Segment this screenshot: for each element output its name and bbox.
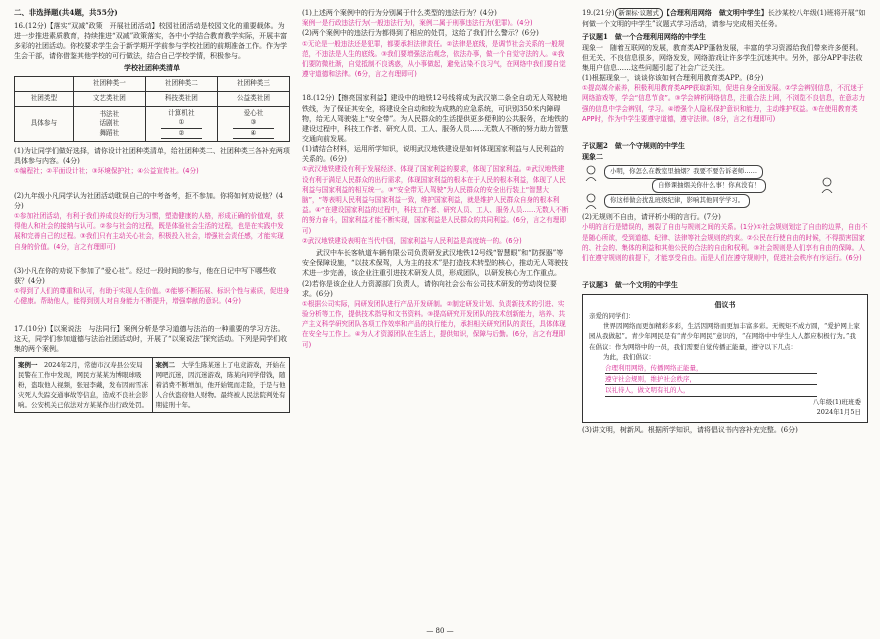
table-cell: 具体参与 [15, 106, 74, 142]
club-table [14, 76, 290, 142]
proposal-box [582, 294, 868, 422]
cell-line: 爱心社 [243, 108, 264, 117]
q16-a2: ①参加社团活动，有利于我们养成良好的行为习惯，塑造健康的人格，形成正确的价值观，获得他人和社会的接纳与认可。②参与社会的过程，既是体验社会生活的过程，也是在实践中发展和完善自己的过程。③我们只有主动关心社会，积极投入社会，增强社会责任感，才能实现自身的价值。(4分，言之有理即可) [14, 211, 284, 251]
cell-line: 书法社 [99, 109, 120, 118]
q19-p2: (2)无规则不自由，请评析小明的言行。(7分) [582, 213, 721, 222]
q19-p3: (3)讲文明，树新风。根据所学知识，请将倡议书内容补充完整。(6分) [582, 425, 798, 434]
q18-a2: ①根据公司实际，同研发团队进行产品开发研制。②制定研发计划、负责新技术的引进、实验分析等工作，提供技术指导和文书资料。③提高研究开发团队的技术创新能力，培养、共产主义科学研究团队各项工作效率和产品的执行能力，承担相关研究团队的责任，具体体现在安全与工作上。④为人才资源团队在生活上，提供知识，保障与后勤。(6分，言之有理即可) [302, 299, 566, 349]
q19-badge: 新课标·议题式 [615, 8, 663, 19]
q18-p1: (1)请结合材料，运用所学知识，说明武汉地铁建设是如何体现国家利益与人民利益的关系的。(6分) [302, 145, 564, 164]
q19-head [582, 8, 868, 29]
q16-p3: (3)小凡在你的劝说下参加了“爱心社”。经过一段时间的参与，他在日记中写下哪些收获？(4分) [14, 266, 277, 285]
cell-blank: ④ [233, 129, 274, 140]
column-right [582, 8, 868, 435]
column-left [14, 8, 290, 416]
scene-1: 现象一 随着互联网的发展，教育类APP蓬勃发展，丰富的学习资源给我们带来许多便利。但无关、不良信息很多，网络发发，网络游戏让许多学生沉迷其中。另外，部分APP非法收集用户信息……这些问题引起了社会广泛关注。 [582, 43, 863, 72]
q17-p2: (2)两个案例中的违法行为都得到了相应的处罚，这给了我们什么警示？(6分) [302, 29, 539, 38]
cartoon-scene [582, 165, 868, 209]
q19-intro: 长沙某校八年级(1)班将开展“如何做一个文明的中学生”议题式学习活动，请参与完成相关任务。 [582, 9, 866, 29]
proposal-date: 2024年1月5日 [816, 408, 861, 417]
q18-head: 18.(12分)【擦亮国家利益】建设中的地铁12号线将成为武汉第二条全自动无人驾驶地铁线，为了保证其安全，将建设全自动和较为成熟的应急系统，可识别350米内障碍物，给无人驾驶装上“安全带”。为人民群众的生活提供更多便利的公共服务，在地铁的建设过程中，科技工作者、研究人员、工人、服务人员……无数人不断的努力助力智慧交通向前发展。 [302, 94, 569, 143]
proposal-signature: 八年级(1)班班委 [812, 397, 861, 406]
case-1 [15, 358, 152, 412]
q16-head: 16.(12分)【落实“双减”政策 开展社团活动】校园社团活动是校园文化的重要载体。为进一步推进素质教育，持续推进“双减”政策落实，各中小学结合教育教学实际，开展丰富多彩的社团活动。你校要求学生会于新学期开学前参与学校社团的前期准备工作。作为学生会干部，请你借鉴其他学校的可行做法，结合自己学校学情，积极参与。 [14, 21, 288, 61]
table-header [15, 77, 74, 92]
q18-a1: ①武汉地铁建设有利于发展经济、体现了国家利益的要求，体现了国家利益。②武汉地铁建设有利于满足人民群众的出行需求，体现国家利益的根本在于人民的根本利益，体现了人民利益与国家利益的相互统一。③“安全带无人驾驶”为人民群众的安全出行装上“智慧大脑”，“等表明人民利益与国家利益一致，维护国家利益，就是维护人民群众自身的根本利益。④“在建设国家利益的过程中，科技工作者、研究人员、工人、服务人员……无数人不断的努力奋斗，国家利益才能不断实现，国家利益是人民群众的共同利益。(6分，言之有理即可) [302, 165, 569, 235]
q18-passage: 武汉中车长客轨道车辆有限公司负责研发武汉地铁12号线“智慧眼”和“防探器”等安全保障设施，“以技术保驾，人为主的技术”是打造技术转型的核心，推动无人驾驶技术进一步完善，该企业注重引进技术研发人员，形成团队，以研发核心为工作重点。 [302, 249, 569, 278]
proposal-item: 遵守社会规则，维护社会秩序， [605, 374, 817, 385]
speech-bubble-2: 自修课抽烟关你什么事！你真没有！ [652, 179, 766, 192]
table-header: 社团种类一 [73, 77, 145, 92]
case-1-text: 2024年2月，常德市汉寿县公安局民警在工作中发现，网民方某某为博眼球吸粉，盗取他人视频，张冠李戴，发布因雨雪冻灾死人失踪交通事故等信息，造成不良社会影响。公安机关已依法对方某某作出行政处罚。 [18, 360, 148, 410]
cell-blank: ③ [233, 118, 274, 129]
table-cell [217, 106, 289, 142]
speech-bubble-3: 你这样做会扰乱班级纪律，影响其他同学学习。 [604, 194, 750, 207]
proposal-body: 世界因网络而更加精彩多彩，生活因网络而更加丰富多彩。无规矩不成方圆，“爱护网上家园从我做起”。青少年网民是有“青少年网民”意识的，“在网络中中学生人人都应积极行为。”我在倡议：作为网络中的一员，我们需要自觉传播正能量，遵守以下几点： [589, 322, 860, 351]
q16-p1: (1)为让同学们做好选择，请你设计社团种类清单，给社团种类二、社团种类三各补充两项具体参与内容。(4分) [14, 147, 290, 166]
q17-a1: 案例一是行政违法行为(一般违法行为)，案例二属于刑事违法行为(犯罪)。(4分) [302, 19, 533, 28]
table-cell: 公益类社团 [217, 91, 289, 106]
table-header: 社团种类二 [145, 77, 217, 92]
case-2 [152, 358, 290, 412]
q16-p2: (2)九年级小凡同学认为社团活动耽误自己的中考备考，拒不参加。你将如何劝说他？(4分) [14, 191, 284, 210]
proposal-intro: 为此，我们倡议： [603, 353, 655, 362]
speech-bubble-1: 小明，你怎么在教室里抽烟？我要不要告诉老师…… [604, 165, 763, 178]
case-table [14, 357, 290, 413]
page-number: — 80 — [426, 627, 454, 635]
scene-2-label: 现象二 [582, 152, 603, 162]
cell-line: 话剧社 [99, 119, 120, 128]
proposal-greeting: 亲爱的同学们： [589, 311, 635, 320]
sub-topic-2: 子议题2 做一个守规则的中学生 [582, 141, 685, 150]
proposal-title: 倡议书 [714, 300, 736, 310]
table-cell: 科技类社团 [145, 91, 217, 106]
classmate-figure-icon [584, 193, 598, 209]
table-title: 学校社团种类清单 [124, 63, 180, 73]
q16-a1: ①编程社；②平面设计社；③环境保护社；④公益宣传社。(4分) [14, 167, 199, 176]
table-cell [73, 106, 145, 142]
proposal-item: 合理利用网络，传播网络正能量， [605, 363, 817, 374]
q19-number: 19.(21分) [582, 9, 615, 17]
q16-a3: ①得到了人们的尊重和认可，有助于实现人生价值。②能够不断拓展、标识个性与素质，促进身心健康。帮助他人，能得到别人对自身能力不断提升，增强奉献的意识。(4分) [14, 287, 290, 306]
q18-p2: (2)若你是该企业人力资源部门负责人，请你向社会公布公司技术研发的劳动岗位要求。(6分) [302, 279, 557, 298]
q19-a1: ①提高媒介素养，积极利用教育类APP获取新知，促进自身全面发展。②学会辨别信息，不沉迷于网络游戏等，学会“信息节食”。③学会辨析网络信息，注重合法上网，不浏览不良信息，在意志力强的信息中学会辨别，学习。④增强个人隐私保护意识和能力，主动维护权益。⑤在使用教育类APP时，作为中学生要遵守道德，遵守法律。(8分，言之有理即可) [582, 84, 866, 123]
sub-topic-3: 子议题3 做一个文明的中学生 [582, 280, 678, 290]
table-cell: 社团类型 [15, 91, 74, 106]
case-1-label: 案例一 [18, 360, 38, 369]
table-cell: 文艺类社团 [73, 91, 145, 106]
q17-a2: ①无论是一般违法还是犯罪，都要承担法律责任。②法律是底线，是调节社会关系的一般规范，不违法是人生的底线。③我们要增强法治观念，依法办事，做一个自觉守法的人。④我们要防微杜渐，自觉抵制不良诱惑，从小事做起，避免沾染不良习气，在网络中我们要自觉遵守道德和法律。(6分，言之有理即可) [302, 39, 566, 79]
question-16 [14, 21, 290, 307]
q19-tag: 【合理利用网络 做文明中学生】 [662, 8, 768, 17]
q19-p1: (1)根据现象一，谈谈你该如何合理利用教育类APP。(8分) [582, 73, 764, 82]
case-2-label: 案例二 [155, 360, 175, 369]
proposal-item: 以礼待人，做文明有礼的人， [605, 385, 817, 396]
question-18 [302, 93, 570, 350]
q19-a2: 小明的言行是错误的，割裂了自由与规则之间的关系。(1分)①社会规则划定了自由的边界，自由不是随心所欲，受到道德、纪律、法律等社会规则的约束。②公民在行使自由的时候，不得损害国家的、社会的、集体的利益和其他公民的合法的自由和权利。③社会规则是人们享有自由的保障。人们在遵守规则的前提下，才能享受自由。而是人们在遵守规则中，促进社会秩序有序运行。(6分) [582, 223, 868, 263]
cell-line: 舞蹈社 [99, 128, 120, 137]
cell-blank: ② [161, 129, 202, 140]
cell-blank: ① [161, 118, 202, 129]
q17-p1: (1)上述两个案例中的行为分别属于什么类型的违法行为？(4分) [302, 9, 497, 17]
cell-line: 计算机社 [168, 108, 195, 117]
q17-head: 17.(10分)【以案说法 与法同行】案例分析是学习道德与法治的一种重要的学习方法。这天，同学们参加道德与法治社团活动时，开展了“以案说法”探究活动。下列是同学们收集的两个案例。 [14, 324, 288, 353]
sub-topic-1: 子议题1 做一个合理利用网络的中学生 [582, 32, 706, 42]
xiaoming-figure-icon [820, 177, 834, 193]
case-2-text: 大学生陈某迷上了电竞游戏，开始在网吧沉迷，因沉迷游戏，陈某向同学借钱，随着消费不断增加，他开始铤而走险，于是与他人合伙盗窃他人财物。最终被人民法院判处有期徒刑十年。 [155, 360, 286, 410]
table-header: 社团种类三 [217, 77, 289, 92]
section-title: 二、非选择题(共4题，共55分) [14, 8, 118, 17]
question-17 [14, 324, 290, 414]
column-middle [302, 8, 570, 353]
table-cell [145, 106, 217, 142]
q18-a1-extra: ②武汉地铁建设表明在当代中国，国家利益与人民利益是高度统一的。(6分) [302, 236, 522, 245]
student-figure-icon [584, 165, 598, 181]
